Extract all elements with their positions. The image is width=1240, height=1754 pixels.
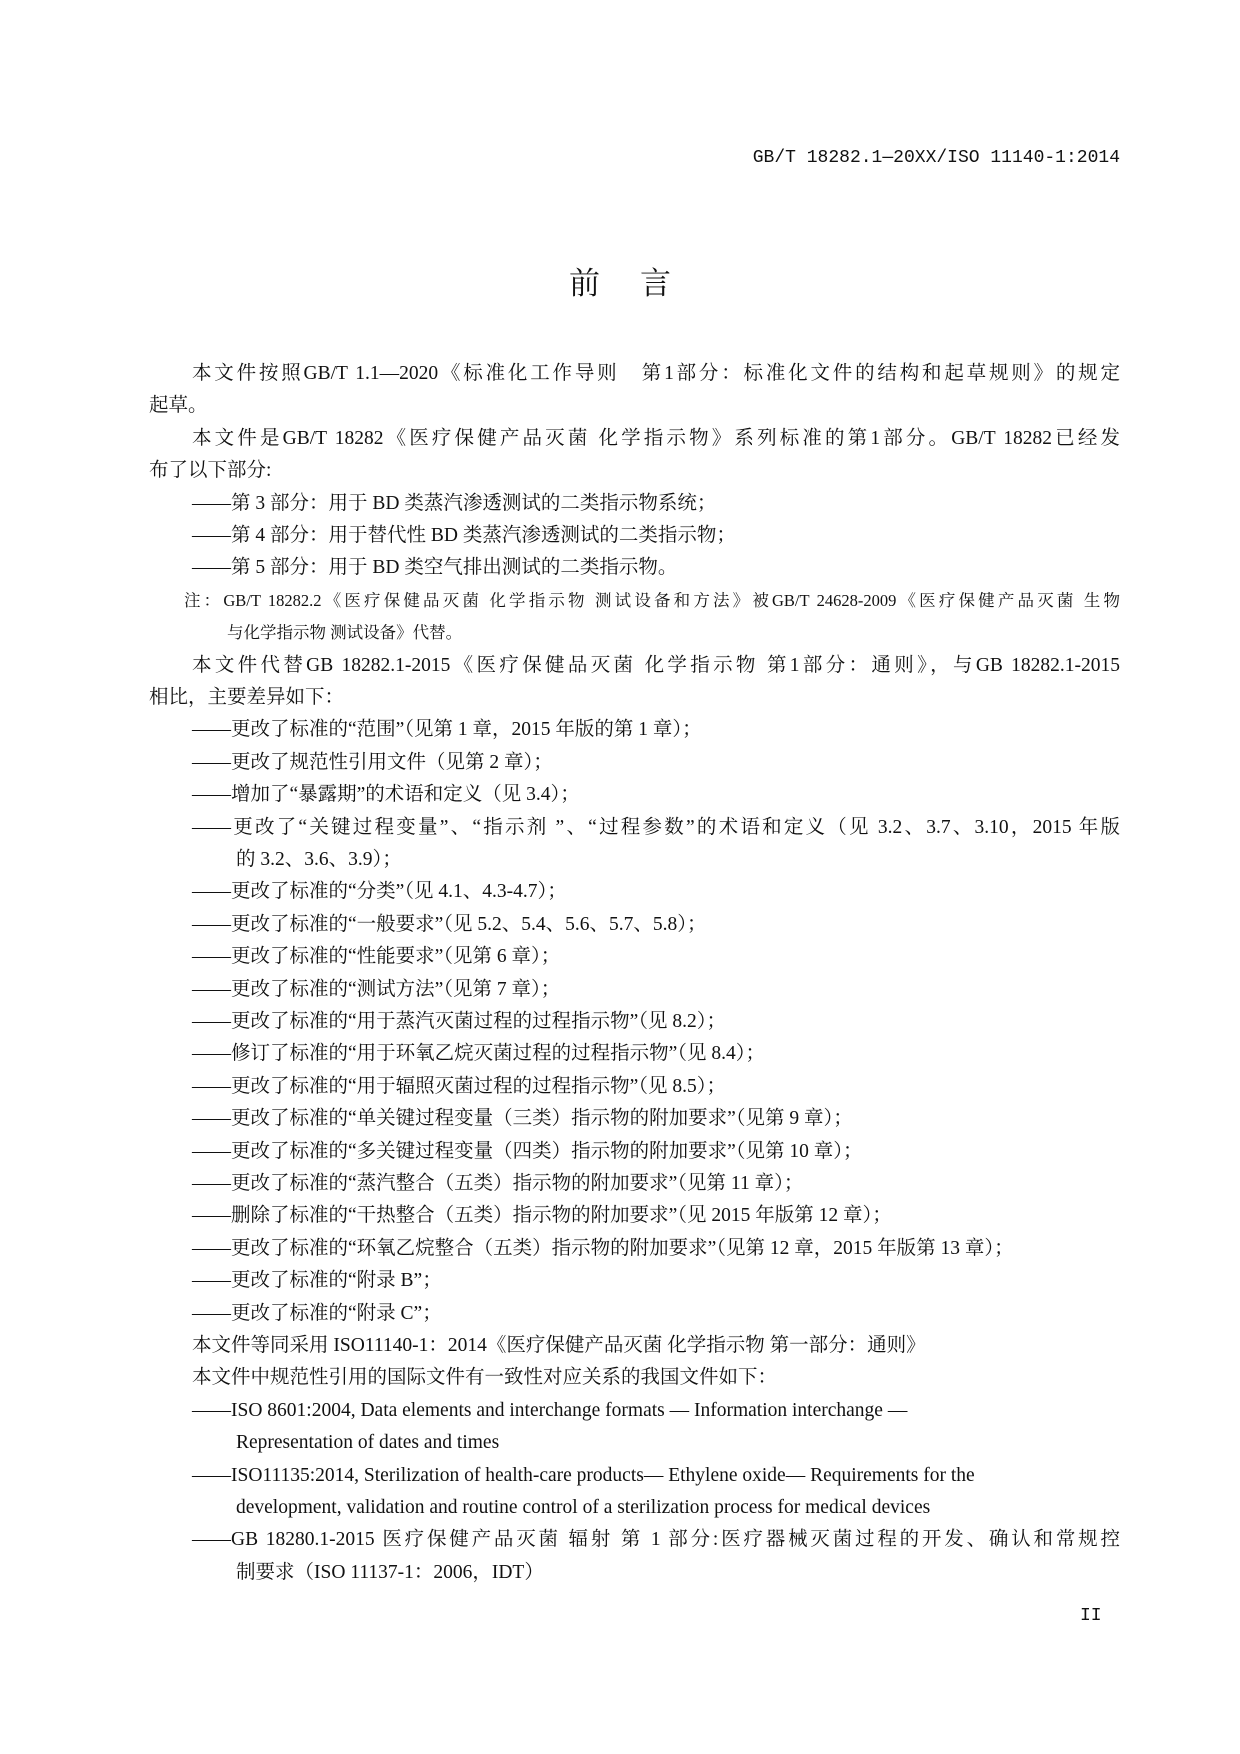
list-item: ——更改了标准的“附录 C”； — [192, 1302, 442, 1324]
list-item: ——更改了标准的“单关键过程变量（三类）指示物的附加要求”（见第 9 章）； — [192, 1108, 853, 1130]
list-item-continuation: development, validation and routine control of a sterilization process for medical devices — [236, 1497, 931, 1518]
list-item: ——更改了标准的“附录 B”； — [192, 1270, 442, 1292]
list-item: ——更改了标准的“一般要求”（见 5.2、5.4、5.6、5.7、5.8）； — [192, 913, 707, 935]
list-item: ——更改了标准的“分类”（见 4.1、4.3-4.7）； — [192, 881, 567, 903]
list-item: ——更改了标准的“环氧乙烷整合（五类）指示物的附加要求”（见第 12 章，2015 年版第 13 章）； — [192, 1237, 1014, 1259]
paragraph-line: 本文件等同采用 ISO11140-1：2014《医疗保健产品灭菌 化学指示物 第一部分：通则》 — [192, 1335, 926, 1356]
paragraph-line: 本文件代替GB 18282.1-2015《医疗保健品灭菌 化学指示物 第1部分：通则》，与GB 18282.1-2015 — [192, 654, 1120, 676]
list-item: ——修订了标准的“用于环氧乙烷灭菌过程的过程指示物”（见 8.4）； — [192, 1043, 766, 1065]
list-item-continuation: 制要求（ISO 11137-1：2006，IDT） — [236, 1561, 544, 1583]
list-item: ——增加了“暴露期”的术语和定义（见 3.4）； — [192, 784, 580, 806]
paragraph-line: 本文件按照GB/T 1.1—2020《标准化工作导则 第1部分：标准化文件的结构和起草规则》的规定 — [192, 363, 1120, 384]
list-item: ——更改了标准的“多关键过程变量（四类）指示物的附加要求”（见第 10 章）； — [192, 1140, 863, 1162]
list-item: ——ISO 8601:2004, Data elements and interchange formats — Information interchange — — [192, 1399, 908, 1421]
list-item: ——更改了规范性引用文件（见第 2 章）； — [192, 751, 553, 773]
list-item: ——更改了标准的“用于辐照灭菌过程的过程指示物”（见 8.5）； — [192, 1075, 727, 1097]
list-item: ——第 5 部分：用于 BD 类空气排出测试的二类指示物。 — [192, 557, 678, 579]
list-item: ——GB 18280.1-2015 医疗保健产品灭菌 辐射 第 1 部分:医疗器械灭菌过程的开发、确认和常规控 — [192, 1529, 1120, 1551]
list-item-continuation: Representation of dates and times — [236, 1432, 500, 1454]
list-item: ——更改了“关键过程变量”、“指示剂 ”、“过程参数”的术语和定义（见 3.2、3.7、3.10，2015 年版 — [192, 816, 1120, 838]
list-item: ——第 4 部分：用于替代性 BD 类蒸汽渗透测试的二类指示物； — [192, 525, 736, 546]
paragraph-line: 本文件是GB/T 18282《医疗保健产品灭菌 化学指示物》系列标准的第1部分。GB/T 18282已经发 — [192, 427, 1120, 449]
page-title: 前言 — [569, 266, 711, 302]
paragraph-line: 相比，主要差异如下： — [149, 687, 345, 708]
list-item: ——第 3 部分：用于 BD 类蒸汽渗透测试的二类指示物系统； — [192, 492, 717, 514]
list-item: ——更改了标准的“性能要求”（见第 6 章）； — [192, 946, 561, 968]
list-item: ——更改了标准的“蒸汽整合（五类）指示物的附加要求”（见第 11 章）； — [192, 1173, 804, 1194]
list-item: ——更改了标准的“用于蒸汽灭菌过程的过程指示物”（见 8.2）； — [192, 1011, 727, 1032]
list-item: ——更改了标准的“范围”（见第 1 章，2015 年版的第 1 章）； — [192, 719, 702, 741]
note-line: 注：GB/T 18282.2《医疗保健品灭菌 化学指示物 测试设备和方法》被GB/T 24628-2009《医疗保健产品灭菌 生物 — [184, 590, 1120, 610]
paragraph-line: 起草。 — [149, 395, 208, 417]
list-item: ——更改了标准的“测试方法”（见第 7 章）； — [192, 978, 561, 1000]
list-item: ——ISO11135:2014, Sterilization of health-care products— Ethylene oxide— Requirements for the — [192, 1464, 975, 1486]
document-header: GB/T 18282.1—20XX/ISO 11140-1:2014 — [752, 148, 1120, 168]
paragraph-line: 布了以下部分: — [149, 460, 272, 482]
page-number: II — [1080, 1606, 1102, 1626]
note-line: 与化学指示物 测试设备》代替。 — [227, 623, 463, 643]
list-item-continuation: 的 3.2、3.6、3.9）； — [236, 849, 402, 870]
list-item: ——删除了标准的“干热整合（五类）指示物的附加要求”（见 2015 年版第 12 章）； — [192, 1205, 892, 1227]
paragraph-line: 本文件中规范性引用的国际文件有一致性对应关系的我国文件如下： — [192, 1367, 778, 1389]
